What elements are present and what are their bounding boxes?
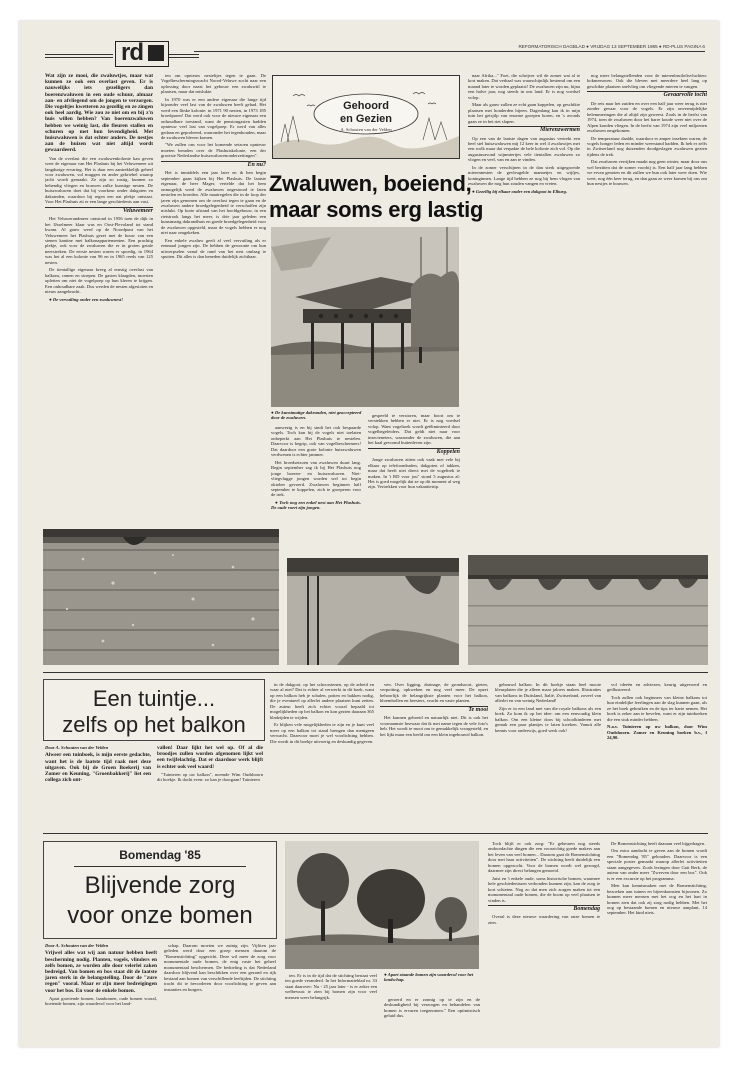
tuintje-column-6 — [607, 682, 707, 830]
top-col6-p1: nog meer belangstellenden voor de mierenbruiloftsvluchten: kokmeeuwen. Ook die bleven met meerdere heel lang op geschikte plaatsen snelvlieg om vliegende mieren te vangen. — [587, 73, 707, 89]
bomendag-column-3 — [285, 973, 377, 1039]
header-underline — [194, 51, 705, 52]
top-mid-column-2 — [368, 413, 460, 545]
top-col6-p2: De reis naar het zuiden en over een half jaar weer terug is niet zonder gevaar voor de vogels. Er zijn onvermijdelijke belemmeringen die al altijd zijn geweest. Zoals in de herfst van 1974, toen de zwaluwen door het barre koude weer niet over de Alpen konden vliegen. In de herfst van 1974 zijn veel miljoenen zwaluwen omgekomen. — [587, 100, 707, 134]
masthead-rule-right — [169, 54, 199, 55]
top-col5-p1: naar Afrika..." Foei, die schrijver wil de zomer wat al te kort maken. Dat verhaal was waarschijnlijk bestemd om een maand later te worden geplaatst! De zwaluwen zijn nu, bijna een halve jaar, nog steeds in ons land. Er is nog voedsel volop. — [468, 73, 580, 100]
tuintje-col4-p2: Het kunnen geboeid en natuurlijk niet. Dit is ook het voornaamste bezwaar dat ik met name tegen de vele foto's heb. Het wordt te mooi om te gemakkelijk voorgesteld, en het lijkt maar een beeld om een klein ingebouwd balkon. — [380, 715, 488, 737]
newspaper-page — [19, 21, 719, 1047]
tuintje-col2-p1: vallen! Daar lijkt het wel op. Of al die broodjes zullen worden afgenomen lijkt wel een twijfelachtig. Dat er daardoor werk blijft is echter ook veel waard! — [157, 745, 263, 770]
tuintje-subhead-te-mooi: Te mooi — [380, 706, 488, 713]
tuintje-column-3 — [270, 682, 374, 830]
tuintje-headline-line-2: zelfs op het balkon — [62, 712, 246, 737]
masthead-logo-block — [148, 45, 164, 61]
masthead-rule-right-2 — [169, 57, 199, 58]
top-mid-col2-p2: Jonge zwaluwen zitten ook vaak met vele bij elkaar op telefoondraden, dakgoten of takken, maar dat heeft niet direct met de vogeltrek te maken. In 't RD voor jou" stond 5 augustus al: Het is goed mogelijk dat ze op dit moment al weg zijn. Vertrekken voor hun vakantietrip. — [368, 457, 460, 490]
masthead-rule-left — [45, 54, 113, 55]
top-col1-p1: Van de overlast die een zwaluwenkolonie kan geven weet de eigenaar van Het Plashuis bij het Veluwemeer uit langdurige ervaring. Het is daar een aantrekkelijk geheel voor zwaluwen, vol muggen en ander gekriebel waarop jacht wordt gemaakt. Ze zijn zo rustig, kunnen zo behendig vliegen en bouwen zulke kunstige nesten. De huiszwaluwen doet dat bij voorkeur onder dakgoten en dakranden, waardoor bij regen een nat plekje ontstaat. Voor Het Plashuis zit er een lange geschiedenis aan vast. — [45, 155, 153, 205]
photo-standalone-trees — [285, 841, 479, 969]
top-mid-column-1 — [271, 425, 361, 545]
top-subhead-en-nu: En nu? — [161, 161, 266, 168]
bomendag-col6-p2: Om extra aandacht te geven aan de bomen wordt een "Bomendag '85" gehouden. Daarvoor is een speciale poster gemaakt waarop allerlei activiteiten staan aangegeven. Zoals lezingen door Gait Berk, de auteur van onder meer "Zwerven door een bos". Ook is er een excursie op het programma. — [607, 848, 707, 881]
bomendag-column-6 — [607, 841, 707, 1039]
bomendag-headline-line-2: voor onze bomen — [67, 902, 253, 929]
tuintje-byline: Door A. Schouten van der Velden — [45, 745, 109, 750]
tuintje-col2-p2: "Tuinieren op uw balkon", noemde Wim Oudshoorn dit boekje. Ik dacht even: zo kan je doorgaan! Tuinieren — [157, 771, 263, 783]
tuintje-col5-p1: gebouwd balkon. In dit boekje staan heel mooie kleurplaten die je alleen maar jaloers maken. Illustraties van balkons in Duitsland, Italië, Zwitserland, zoveel van allerlei en van weinig Nederland! — [495, 682, 601, 704]
tuintje-col5-p2: Zijn er in een land met van die royale balkons als een boek. Zo kom ik op het idee: om een eenvoudig klein balkon. Om een kleine doos bij schoolkinderen met gemak een paar plantjes te laten kweken. Vanuit alle kennis voor onderwijs, goed werk ook! — [495, 705, 601, 733]
top-col2-p5: Een enkele zwaluw geeft al veel vervuiling als er eenmaal jongen zijn. De hebben de gewoonte om hun uitwerpselen vanaf de rand van het nest omlaag te spuiten. Dit alles is dan beneden duidelijk zichtbaar. — [161, 237, 266, 260]
photo-nest-boxes-caption: ● De kunstmatige dakranden, niet geaccepteerd door de zwaluwen. — [271, 410, 362, 421]
masthead-logo-text: rd — [121, 39, 143, 66]
bomendag-subhead-bomendag: Bomendag — [488, 905, 600, 912]
masthead-logo — [115, 41, 169, 67]
tuintje-column-1 — [45, 745, 151, 829]
top-subhead-koppelen: Koppelen — [368, 448, 460, 455]
top-col2-p2: In 1970 was er een andere eigenaar die lange tijd bijzonder veel last van de zwaluwen heeft gehad. Het werd een flinke kolonie: in 1971 90 nesten, in 1973 185 broedparen! Dat werd ook voor de nieuwe eigenaar een onhoudbare toestand, want de pensiongasten hadden opnieuw veel last van vogelpoep. Er werd van alles gedaan en geprobeerd, waaronder het tegenhouden, maar de zwaluwen bleven komen. — [161, 96, 266, 140]
photo-nest-pollution-image — [43, 529, 279, 665]
photo-plashuis-nest — [287, 558, 459, 665]
bomendag-lead: Vrijwel alles wat wij aan natuur hebben heeft bescherming nodig. Planten, vogels, vlinders en zelfs bomen, ze worden alle door velerlei zaken bedreigd. Van bomen en bos staat dit de laatste jaren sterk in de belangstelling. Door de "zure regen" vooral. Maar er zijn meer bedreigingen voor het bos. En voor de enkele bomen. — [45, 950, 157, 994]
top-col5-caption: ● Gezellig bij elkaar onder een dakgoot in Elburg. — [472, 188, 568, 194]
bomendag-col4-p1: geroerd en er zonnig op te zijn en de deskundigheid bij verzorgen en behandelen van bomen is ervaren toegenomen." Een optimistisch geluid dus. — [384, 997, 480, 1019]
bomendag-kicker: Bomendag '85 — [119, 848, 201, 862]
section-divider-2 — [43, 833, 708, 834]
column-logo-box — [272, 75, 460, 159]
tuintje-col3-p1: in de dakgoot, op het schoorstenen, op de arbeid en waar al niet? Dat is echter al verwerkt in dit boek, want op een balkon heb je schalen, potten en bakken nodig, die je eventueel op allerlei andere plaatsen kunt zetten. De auteur heeft zich echter vooral bepaald tot mogelijkheden op het balkon en kon gezien daaraan 365 bladzijden te wijden. — [270, 682, 374, 720]
photo-elburg-gutter-image — [468, 555, 708, 665]
top-col1-caption: ● De vervuiling onder een zwaluwnest! — [49, 296, 124, 302]
top-mid-col1-p2: Het broedseizoen van zwaluwen duurt lang. Begin september zag ik bij Het Plashuis nog jonge boeren- en huiszwaluwen. Niet-vliegvlugge jongen worden wel tot begin oktober gevoerd. Zwaluwen beginnen half september te koppelen, zich te groeperen voor de trek. — [271, 459, 361, 498]
photo-elburg-gutter — [468, 555, 708, 665]
top-subhead-mierenzwermen: Mierenzwermen — [468, 126, 580, 133]
bomendag-col1-p2: Apart groeiende bomen, laanbomen, oude bomen vooral, boeiende bomen, zijn waardevol voor het land- — [45, 995, 157, 1007]
top-col6-p4: Dat zwaluwen verrijken maakt nog geen winter, maar door ons wel bezitten dat de zomer voorbij is. Een half jaar lang hebben we ervan genoten en dit zullen we hun ook later weer doen. Wie weet, nog één keer terug, en dan gaan ze weer komen bij ons om hun nestjes te bouwen. — [587, 159, 707, 187]
tuintje-col6-p1: vol ideeën en adviezen, keurig uitgevoerd en geillustreerd. — [607, 682, 707, 693]
photo-standalone-trees-image — [285, 841, 479, 969]
top-mid-col2-p1: gespeeld te verstoren, maar hoort om te verstekken hebben er niet. Er is nog voedsel volop. Want vogeltoek wordt geëliminieerd door vogelbegeleiders. Dat geldt niet naar voor insecteneters, waaronder de zwaluwen, die aan het kaal gevormd buitenleven zijn. — [368, 413, 460, 446]
column-byline: A. Schouten van der Velden — [340, 127, 392, 132]
tuintje-column-2 — [157, 745, 263, 829]
photo-nest-boxes — [271, 227, 459, 407]
top-col5-p3: Op een van de laatste dagen van augustus vertrekt een heel stel huiszwaluwen mij 12 keer in wel 4 zwaluwtjes met een wolk maar dat verpakte de hele kolonie zich vol. Op die augustusavond wijnmiertjes vele tientallen zwaluwen zo vlogen en veel, van en aan te vinden. — [468, 135, 580, 163]
top-headline-line-2: maar soms erg lastig — [269, 197, 484, 222]
column-title-gehoord: Gehoord — [343, 100, 389, 112]
section-divider-1 — [43, 672, 708, 673]
top-intro: Wat zijn ze mooi, die zwaluwtjes, maar wat kunnen ze ook een overlast geven. Er is nauwelijks iets gezelligers dan boerenzwaluwen in een oude schuur, almaar aan- en afvliegend om de jongen te verzorgen. Die vogeltjes kwetteren zo gezellig en ze zingen ook heel aardig. Wie zou ze niet om en bij z'n huis willen hebben? Van boerenzwaluwen hebben we weinig last, die fleuren stallen en schuren op met hun levendigheid. Met huiszwaluwen is dat echter anders. De nestjes aan de huizen wat niet altijd wordt gewaardeerd. — [45, 73, 153, 154]
bomendag-col5-p1: Toch blijft er ook zorg: "Er gebeuren nog steeds ondoordachte dingen die een voorzichtig goede makers aan het leven van veel bomen... Daarom gaat de Bomenstichting door met haar activiteiten". De stichting heeft duidelijk een bomen opgezocht. Voor de bomen wordt wel gezorgd, daarmee zijn direct belangen gemoeid. — [488, 841, 600, 874]
top-col5-p4: In de zomer verschijnen in de dan sterk uitgegroeide mierennesten de gevleugelde mannetjes en wijfjes, koninginnen. Lange tijd hebben ze nog bij hem vlogen van zwaluwen die nog hun zouden vangen en vreten. — [468, 164, 580, 187]
bomendag-col3-p1: ten. Er is in de tijd dat de stichting bestaat veel ten goede veranderd. In het Informatieblad nr. 33 staat daarover: Nu - 25 jaar later - is er zeker een welbewust te zien bij bomen zijn voor veel mensen weer belangrijk. — [285, 973, 377, 1000]
tuintje-column-5 — [495, 682, 601, 830]
bomendag-column-4 — [384, 997, 480, 1039]
bomendag-column-5 — [488, 841, 600, 1039]
top-col2-p4: Het is inmiddels een jaar later en ik ben begin september gaan kijken bij Het Plashuis. De laatste eigenaar, de heer Mager, vertelde dat het hem onmogelijk werd de zwaluwen ongestoord te laten nestelen en broeden. Alle maatregelen die in de loop der jaren zijn genomen om de overlast tegen te gaan en de zwaluwen andere broedgelegenheid te verschaffen zijn mislukt. Op korte afstand van het hoofdgebouw, in een rietstrook langs het meer, is drie jaar geleden een kunstmatig dakrandhuis en goede broedgelegenheid voor de zwaluwen opgesteld, maar de vogels hebben er nog niet naar omgekeken. — [161, 170, 266, 236]
top-headline-line-1: Zwaluwen, boeiend, — [269, 171, 472, 196]
tuintje-headline-line-1: Een tuintje... — [92, 686, 216, 711]
masthead-rule-left-2 — [45, 57, 113, 58]
top-column-6 — [587, 73, 707, 545]
bomendag-col6-p1: De Bomenstichting heeft daaraan veel bijgedragen. — [611, 841, 706, 846]
column-title-gezien: en Gezien — [340, 113, 392, 125]
top-subhead-gevaarvolle-tocht: Gevaarvolle tocht — [587, 91, 707, 98]
bomendag-col6-p3: Men kan kennismaken met de Bomenstichting, bezoeken aan tuinen en bijeenkomsten bijwonen. Zo kunnen meer mensen met het oog en het hart in bomen zien dat ook zij zorg nodig hebben. Met het oog op bestaande bomen en nieuwe aanplant, 14 september. Het kind niets. — [607, 883, 707, 916]
top-subhead-veluwemeer: Veluwemeer — [45, 207, 153, 214]
tuintje-column-4 — [380, 682, 488, 830]
top-column-2 — [161, 73, 266, 543]
header-info: REFORMATORISCH DAGBLAD ● VRIJDAG 13 SEPTEMBER 1985 ● RD-PLUS PAGINA 6 — [518, 44, 705, 49]
top-col1-p2: Het Veluwerandmeer ontstond in 1956 toen de dijk in het IJsselmeer klaar was en Oost-Flevoland tot stand kwam. Al gauw werd op de Noordpunt van het Veluwemeer het Plashuis gezet met de bouw van een stenen kantine met balkonappartementen. Een prachtig plekje, ook voor de zwaluwen die er in groten getale neerstreken. De eerste nesten waren er spoedig, in 1964 was het al een kolonie van 96 en in 1965 reeds van 125 nesten. — [45, 216, 153, 265]
photo-nest-boxes-image — [271, 227, 459, 407]
top-mid-col1-p1: aanwezig is en bij sindt het ook bespaarde vogels. Toch kan bij de vogels niet toelaten onbeperkt aan Het Plashuis te nestelen. Daarvoor is begrip, ook van vogelbeschermers! Dat daardoor een grote kolonie huiszwaluwen verdwenen is echter jammer. — [271, 425, 361, 458]
top-col6-p3: De temperatuur daalde, waardoor er amper insekten waren, de vogels honger leden en minder weerstand hadden. Ik heb er zelfs in Zwitserland nog duizenden doodgeslagen zwaluwen gezien tijdens de trek. — [587, 135, 707, 157]
photo-plashuis-nest-image — [287, 558, 459, 665]
photo-standalone-trees-caption: ● Apart staande bomen zijn waardevol voor het landschap. — [384, 972, 474, 983]
tuintje-headline-box — [43, 679, 265, 741]
top-column-5 — [468, 73, 580, 545]
tuintje-credit: N.a.v. Tuinieren op uw balkon, door Wim Oudshoorn. Zomer en Keuning boeken b.v., f 24,90. — [607, 724, 707, 741]
bomendag-col5-p2: Juist en 't enkele oude, soms historische bomen, waarmee hele geschiedenissen verbonden kunnen zijn, kan de zorg te kort schieten. Nog zo dat men zich zorgen maken tot een monumentaal oude bomen, die de boom op veel plaatsen te vinden is. — [488, 875, 600, 903]
top-column-1 — [45, 73, 153, 543]
top-col5-p2: Maar als gauw zullen ze echt gaan koppelen, op geschikte plaatsen met honderden bijeen. Dagenlang kan ik in mijn tuin het getsjilp van enorme groepen horen, en 's avonds gaan ze in het riet slapen. — [468, 102, 580, 124]
bomendag-headline-line-1: Blijvende zorg — [84, 872, 236, 899]
tuintje-lead: Alweer een tuinboek, is mijn eerste gedachte, want het is de laatste tijd raak met deze uitgaven. Ook bij de Groen Boekerij van Zomer en Keuning, "Groenbakkerij" liet een collega zich ont- — [45, 752, 151, 784]
top-col2-p1: ten om opnieuw nesteltjes tegen te gaan. De Vogelbeschermingswacht Noord-Veluwe zocht naar een oplossing door naast het gebouw een zwaluwtil te plaatsen, maar dat mislukte. — [161, 73, 266, 95]
bomendag-column-2 — [164, 943, 276, 1039]
top-col1-p3: De tientallige eigenaar kreeg al ernstig overlast van balkons, ramen en stoepen. De gasten klaagden, moesten opletten om niet de vogelpoep op hun kleren te krijgen. Een onhoudbare zaak. Dus werden de nesten afgestoten en nieuw aangebracht. — [45, 267, 153, 295]
bomendag-headline-box — [43, 841, 277, 939]
tuintje-col6-p2: Toch zullen ook beginners van kleine balkons tot hun eindelijke leerlingen aan de slag kunnen gaan, als ze het boek gebruiken en de tips ter harte nemen. Het boek is zeker aan te bevelen, want er zijn tuinboeken die een stuk minder hebben. — [607, 694, 707, 722]
tuintje-col3-p2: Er blijken vele mogelijkheden te zijn en je kunt veel meer op een balkon tot stand brengen dan menigeen verwacht. Daarvoor moet je wel voorlichting hebben. Die wordt in dit boekje uitvoerig en deskundig gegeven. — [270, 722, 374, 744]
tuintje-col4-p1: ven. Over ligging, drainage, de grondsoort, gieten, verpotting, opkweken en nog veel meer. De opzet behoorlijk de belangrijkste planten voor het balkon, bloembollen en heesters, vrucht en vaste planten. — [380, 682, 488, 704]
top-col2-p3: "We zullen ons voor het komende seizoen opnieuw moeten beraden over de Plashuiskolonie, een der grootste Nederlandse huiszwaluwenonderzettingen". — [161, 142, 266, 159]
photo-plashuis-caption: ● Toch nog een enkel nest aan Het Plashuis. De oude voert zijn jongen. — [271, 499, 361, 511]
bomendag-column-1 — [45, 943, 157, 1039]
bomendag-col5-p3: Overal is deze nieuwe waardering van onze bomen te zien. — [488, 914, 600, 925]
bomendag-byline: Door A. Schouten van der Velden — [45, 943, 109, 948]
bomendag-kicker-rule — [74, 866, 246, 867]
bomendag-col2-p1: schap. Daarom moeten we zuinig zijn. Vijftien jaar geleden werd door een groep mensen daarom de "Bomenstichting" opgericht. Deze wil meer de zorg voor monumentale oude bomen, de enig vaste het geheel monumentaal beschermen. De bedoeling is dat Nederland daardoor blijvend kan beschikken over een gezond en rijk bestand aan bomen van verschillende leeftijden. De stichting tracht dit te bevorderen door voorlichting te geven aan instanties en burgers. — [164, 943, 276, 992]
photo-nest-pollution — [43, 529, 279, 665]
